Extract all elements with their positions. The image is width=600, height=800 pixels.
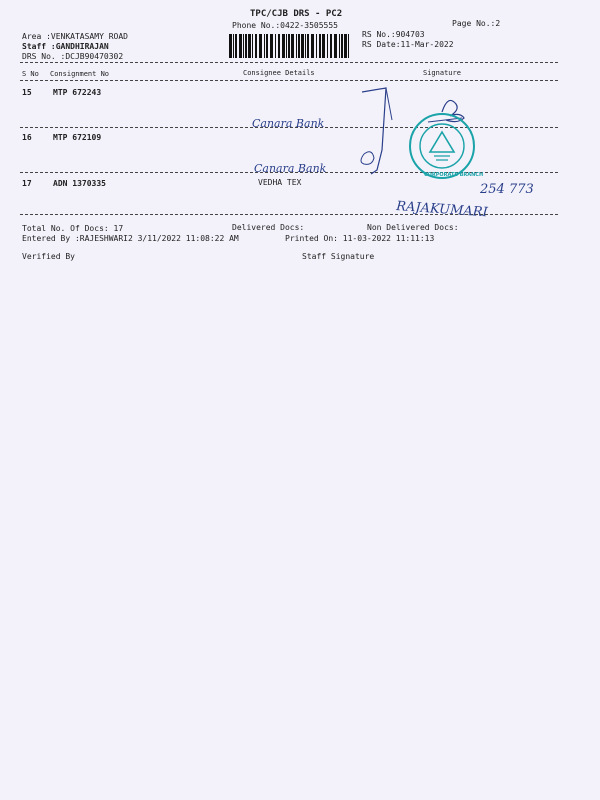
drs-number: DRS No. :DCJB90470302	[22, 52, 124, 61]
row-sno: 15	[22, 88, 32, 97]
bank-stamp	[410, 114, 483, 178]
delivered-docs: Delivered Docs:	[232, 223, 305, 232]
row-sno: 16	[22, 133, 32, 142]
row-sno: 17	[22, 179, 32, 188]
handwritten-consignee-2: Canara Bank	[254, 162, 327, 175]
row-consignment: MTP 672243	[53, 88, 102, 97]
handwritten-annotations	[0, 0, 600, 220]
rs-number: RS No.:904703	[362, 30, 425, 39]
handwritten-consignee-1: Canara Bank	[252, 117, 325, 130]
entered-by: Entered By :RAJESHWARI2 3/11/2022 11:08:22 AM	[22, 234, 239, 243]
handwritten-number: 254 773	[480, 182, 534, 197]
printed-on: Printed On: 11-03-2022 11:11:13	[285, 234, 435, 243]
page-number: Page No.:2	[452, 19, 501, 28]
col-consignment: Consignment No	[50, 70, 110, 78]
rs-date: RS Date:11-Mar-2022	[362, 40, 454, 49]
document-title: TPC/CJB DRS - PC2	[250, 9, 343, 19]
col-sno: S No	[22, 70, 39, 78]
staff-name: Staff :GANDHIRAJAN	[22, 42, 109, 51]
row-consignment: MTP 672109	[53, 133, 102, 142]
total-docs: Total No. Of Docs: 17	[22, 224, 124, 233]
handwritten-name: RAJAKUMARI	[395, 199, 489, 221]
row-consignment: ADN 1370335	[53, 179, 106, 188]
area-label: Area :VENKATASAMY ROAD	[22, 32, 128, 41]
stamp-text: CORPORATE BRANCH	[424, 172, 484, 178]
non-delivered-docs: Non Delivered Docs:	[367, 223, 459, 232]
row-consignee: VEDHA TEX	[258, 178, 302, 187]
phone-number: Phone No.:0422-3505555	[232, 21, 338, 30]
verified-by: Verified By	[22, 252, 75, 261]
col-consignee: Consignee Details	[243, 69, 315, 77]
staff-signature: Staff Signature	[302, 252, 375, 261]
col-signature: Signature	[423, 69, 461, 77]
